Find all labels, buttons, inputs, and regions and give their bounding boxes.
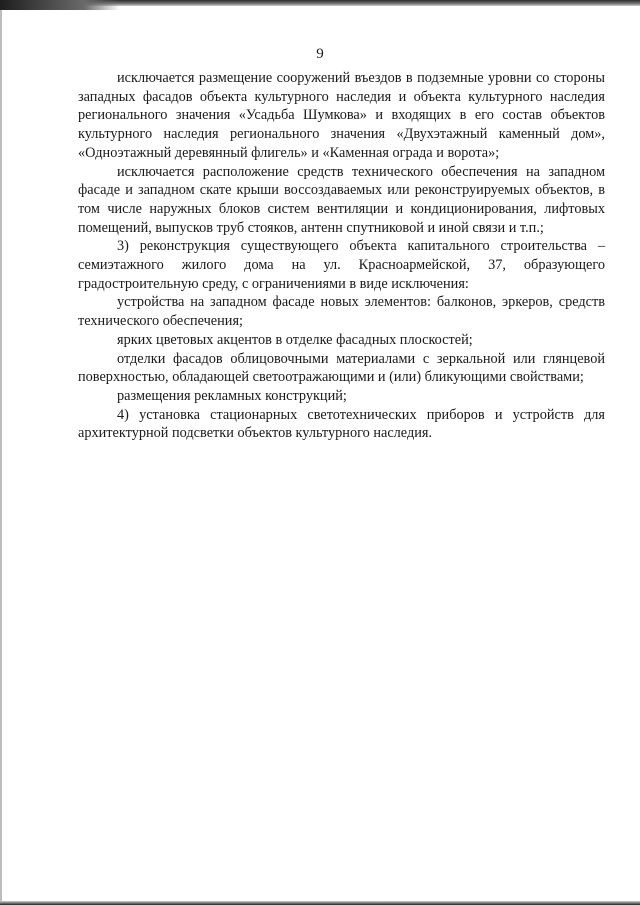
paragraph-bright-accents: ярких цветовых акцентов в отделке фасадных плоскостей; (117, 331, 473, 348)
scan-shadow-top-left (0, 0, 120, 10)
paragraph-reconstruction: 3) реконструкция существующего объекта капитального строительства – семиэтажного жилого дома на ул. Красноармейской, 37, образующего градостроительную среду, с ограничениями в виде исключения: (78, 238, 605, 292)
scan-edge-left (0, 0, 2, 905)
paragraph-lighting: 4) установка стационарных светотехнических приборов и устройств для архитектурной подсветки объектов культурного наследия. (78, 406, 605, 442)
paragraph-advertising: размещения рекламных конструкций; (117, 387, 347, 404)
paragraph-west-facade-elements: устройства на западном фасаде новых элементов: балконов, эркеров, средств технического обеспечения; (78, 294, 605, 330)
scan-edge-bottom (0, 901, 640, 905)
paragraph-no-entrances: исключается размещение сооружений въездов в подземные уровни со стороны западных фасадов объекта культурного наследия и объекта культурного наследия регионального значения «Усадьба Шумкова» и входящих в его состав объектов культурного наследия регионального значения «Двухэтажный каменный дом», «Одноэтажный деревянный флигель» и «Каменная ограда и ворота»; (78, 70, 605, 161)
paragraph-no-technical-equipment: исключается расположение средств технического обеспечения на западном фасаде и западном скате крыши воссоздаваемых или реконструируемых объектов, в том числе наружных блоков систем вентиляции и кондиционирования, лифтовых помещений, выпусков труб стояков, антенн спутниковой и иной связи и т.п.; (78, 163, 605, 236)
page-number: 9 (316, 46, 324, 62)
paragraph-facade-cladding: отделки фасадов облицовочными материалами с зеркальной или глянцевой поверхностью, обладающей светоотражающими и (или) бликующими свойствами; (78, 350, 605, 386)
document-body (78, 69, 605, 443)
